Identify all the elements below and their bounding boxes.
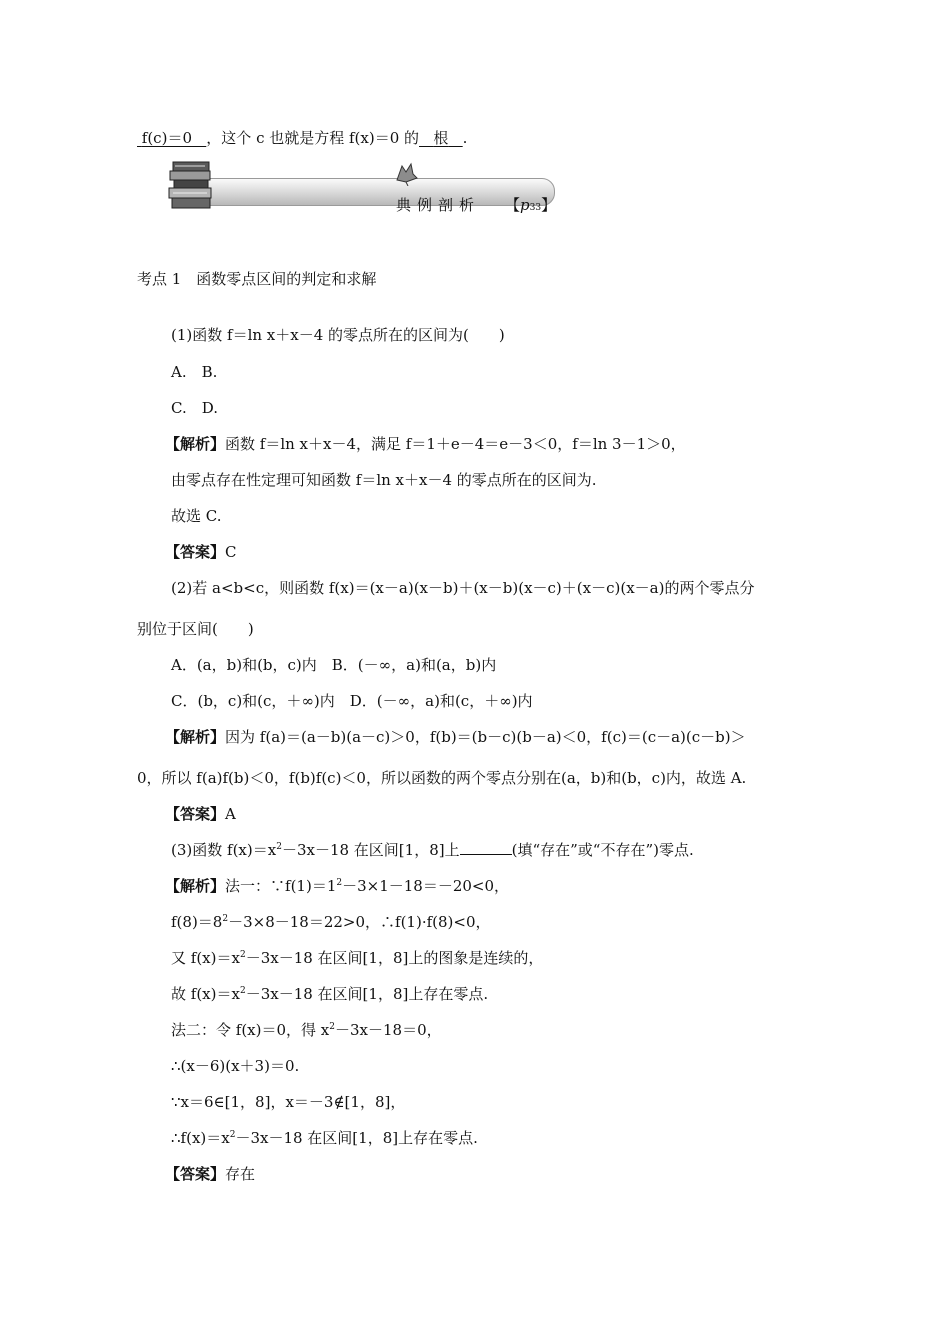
q2-answer: 【答案】A <box>165 805 236 823</box>
q3-analysis-5: 法二：令 f(x)＝0，得 $x^2-3x-18=0$， <box>171 1021 442 1039</box>
q3-analysis-2: $f(8)=8^2-3\times 8-18=22>0$，∴f(1)·f(8)<0， <box>171 913 491 931</box>
books-icon <box>165 160 225 212</box>
fill-answer-1: f(c)＝0 <box>141 129 192 147</box>
q3-analysis-3: 又 $f(x)=x^2-3x-18$ 在区间[1，8]上的图象是连续的， <box>171 949 544 967</box>
q3-answer: 【答案】存在 <box>165 1165 256 1183</box>
q1-answer: 【答案】C <box>165 543 237 561</box>
q2-analysis-2: 0，所以 f(a)f(b)＜0，f(b)f(c)＜0，所以函数的两个零点分别在(a，b)和(b，c)内，故选 A. <box>137 769 747 787</box>
q1-options-ab: A. B. <box>171 363 218 381</box>
q1-analysis-1: 【解析】函数 f＝ln x＋x－4，满足 f＝1＋e－4＝e－3＜0，f＝ln 3－1＞0， <box>165 435 686 453</box>
fill-answer-2: 根 <box>433 129 449 147</box>
q2-stem-2: 别位于区间( ) <box>137 620 254 638</box>
leaf-icon <box>393 162 419 186</box>
q2-options-ab: A．(a，b)和(b，c)内 B．(－∞，a)和(a，b)内 <box>171 656 497 674</box>
q3-blank[interactable] <box>460 840 512 855</box>
banner-title: 典例剖析 <box>396 196 481 214</box>
q2-options-cd: C．(b，c)和(c，＋∞)内 D．(－∞，a)和(c，＋∞)内 <box>171 692 533 710</box>
q3-analysis-4: 故 $f(x)=x^2-3x-18$ 在区间[1，8]上存在零点. <box>171 985 489 1003</box>
q2-analysis-1: 【解析】因为 f(a)＝(a－b)(a－c)＞0，f(b)＝(b－c)(b－a)＜0，f(c)＝(c－a)(c－b)＞ <box>165 728 746 746</box>
fill-text: ，这个 c 也就是方程 f(x)＝0 的 <box>206 129 420 147</box>
q3-analysis-1: 【解析】法一：$\because f(1)=1^2-3\times 1-18=-20<0$， <box>165 877 510 895</box>
q1-analysis-2: 由零点存在性定理可知函数 f＝ln x＋x－4 的零点所在的区间为. <box>171 471 597 489</box>
banner-bar <box>197 178 555 206</box>
q3-stem: (3)函数 $f(x)=x^2-3x-18$ 在区间[1，8]上 (填“存在”或“不存在”)零点. <box>171 841 694 859</box>
q1-stem: (1)函数 f＝ln x＋x－4 的零点所在的区间为( ) <box>171 326 505 344</box>
section-title: 考点 1 函数零点区间的判定和求解 <box>137 270 377 288</box>
section-banner <box>165 160 405 212</box>
fill-in-line <box>137 128 467 148</box>
q3-analysis-8: $\therefore f(x)=x^2-3x-18$ 在区间[1，8]上存在零点. <box>171 1129 478 1147</box>
page-reference: 【p33】 <box>505 196 557 214</box>
fill-end: . <box>462 129 468 147</box>
q2-stem-1: (2)若 a<b<c，则函数 f(x)＝(x－a)(x－b)＋(x－b)(x－c)＋(x－c)(x－a)的两个零点分 <box>171 579 755 597</box>
q3-analysis-7: ∵x＝6∈[1，8]，x＝－3∉[1，8]， <box>171 1093 406 1111</box>
q1-options-cd: C. D. <box>171 399 218 417</box>
q3-analysis-6: ∴(x－6)(x＋3)＝0. <box>171 1057 300 1075</box>
q1-analysis-3: 故选 C. <box>171 507 222 525</box>
